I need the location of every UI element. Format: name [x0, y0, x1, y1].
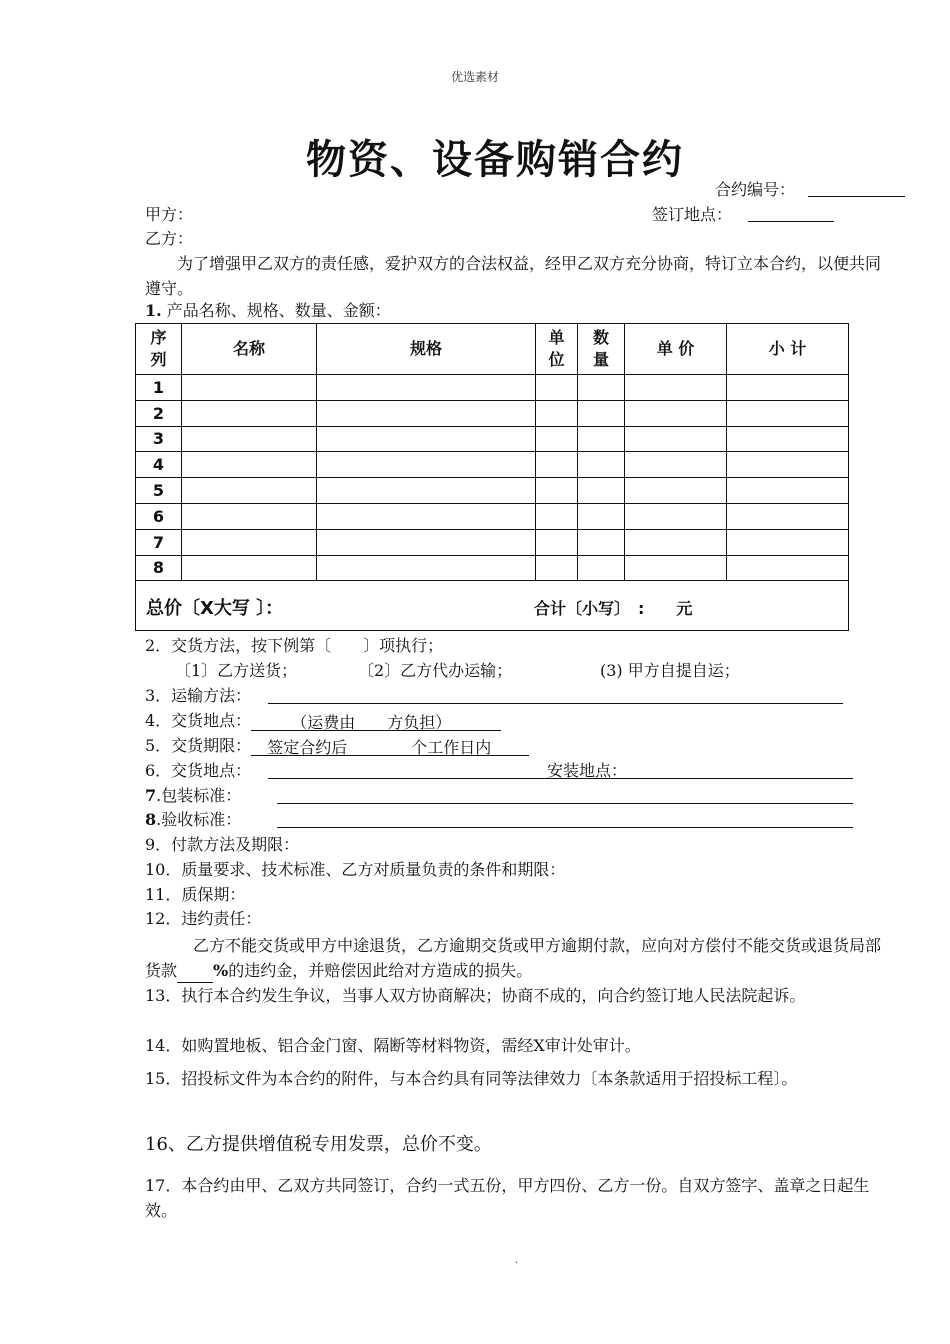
cell-spec[interactable]: [317, 529, 536, 555]
cell-subtotal[interactable]: [727, 426, 849, 452]
item-10: 10．质量要求、技术标准、乙方对质量负责的条件和期限：: [145, 860, 566, 879]
item-16: 16、乙方提供增值税专用发票，总价不变。: [145, 1134, 492, 1155]
table-row: [136, 400, 849, 426]
cell-price[interactable]: [625, 452, 727, 478]
cell-price[interactable]: [625, 478, 727, 504]
delivery-deadline-field[interactable]: 签定合约后 个工作日内: [251, 738, 529, 756]
item-6-label: 6．交货地点：: [145, 761, 252, 780]
item-5-label: 5．交货期限：: [145, 736, 252, 755]
row-number: 7: [136, 529, 182, 555]
cell-qty[interactable]: [578, 375, 625, 401]
item-13: 13．执行本合约发生争议，当事人双方协商解决；协商不成的，向合约签订地人民法院起诉。: [145, 986, 806, 1005]
cell-subtotal[interactable]: [727, 478, 849, 504]
table-header-row: [136, 324, 849, 375]
row-number: 6: [136, 503, 182, 529]
cell-subtotal[interactable]: [727, 503, 849, 529]
cell-price[interactable]: [625, 555, 727, 581]
percent-sign: %: [213, 961, 229, 980]
header-seq: 序 列: [136, 324, 182, 375]
item-2: 2．交货方法，按下例第〔 〕项执行；: [145, 636, 444, 655]
contract-number-label: 合约编号：: [715, 180, 796, 199]
item-9: 9．付款方法及期限：: [145, 835, 300, 854]
cell-name[interactable]: [182, 555, 317, 581]
intro-paragraph: 为了增强甲乙双方的责任感，爱护双方的合法权益，经甲乙双方充分协商，特订立本合约，以便共同遵守。: [145, 254, 882, 298]
table-row: [136, 555, 849, 581]
item-12-body-part2: 的违约金，并赔偿因此给对方造成的损失。: [228, 961, 533, 980]
item-6-field[interactable]: [268, 778, 853, 779]
cell-unit[interactable]: [536, 426, 578, 452]
install-place-label: 安装地点：: [547, 761, 628, 780]
cell-spec[interactable]: [317, 478, 536, 504]
cell-qty[interactable]: [578, 400, 625, 426]
cell-spec[interactable]: [317, 375, 536, 401]
header-name: 名称: [182, 324, 317, 375]
item-12-body-part1: 乙方不能交货或甲方中途退货，乙方逾期交货或甲方逾期付款，应向对方偿付不能交货或退货局部货款: [145, 936, 882, 980]
cell-unit[interactable]: [536, 452, 578, 478]
row-number: 5: [136, 478, 182, 504]
cell-name[interactable]: [182, 529, 317, 555]
cell-subtotal[interactable]: [727, 400, 849, 426]
cell-unit[interactable]: [536, 478, 578, 504]
cell-price[interactable]: [625, 375, 727, 401]
table-row: [136, 478, 849, 504]
sign-place-field[interactable]: [748, 221, 834, 222]
item-4-label: 4．交货地点：: [145, 711, 252, 730]
cell-qty[interactable]: [578, 555, 625, 581]
item-17: 17．本合约由甲、乙双方共同签订，合约一式五份，甲方四份、乙方一份。自双方签字、盖章之日起生效。: [145, 1176, 870, 1220]
goods-table: [135, 323, 849, 631]
header-qty: 数 量: [578, 324, 625, 375]
cell-name[interactable]: [182, 452, 317, 478]
acceptance-standard-field[interactable]: [277, 827, 853, 828]
transport-method-field[interactable]: [268, 703, 843, 704]
cell-qty[interactable]: [578, 426, 625, 452]
cell-unit[interactable]: [536, 503, 578, 529]
section-1-number: 1.: [145, 301, 162, 320]
item-11: 11．质保期：: [145, 885, 246, 904]
table-row: [136, 426, 849, 452]
contract-number-field[interactable]: [808, 196, 905, 197]
item-8-label: .验收标准：: [156, 810, 242, 829]
sign-place-label: 签订地点：: [652, 205, 733, 224]
item-2-option-3: (3) 甲方自提自运；: [600, 661, 740, 680]
cell-price[interactable]: [625, 426, 727, 452]
cell-subtotal[interactable]: [727, 452, 849, 478]
penalty-percent-field[interactable]: [177, 964, 213, 983]
cell-name[interactable]: [182, 400, 317, 426]
item-12-body: [145, 933, 893, 983]
cell-subtotal[interactable]: [727, 529, 849, 555]
cell-price[interactable]: [625, 400, 727, 426]
table-row: [136, 503, 849, 529]
cell-unit[interactable]: [536, 400, 578, 426]
cell-name[interactable]: [182, 375, 317, 401]
item-3-label: 3．运输方法：: [145, 686, 252, 705]
delivery-place-field[interactable]: （运费由 方负担）: [251, 713, 501, 731]
section-1-text: 产品名称、规格、数量、金额：: [166, 301, 391, 320]
item-8: [145, 810, 241, 830]
table-row: [136, 452, 849, 478]
header-unit: 单 位: [536, 324, 578, 375]
cell-price[interactable]: [625, 503, 727, 529]
cell-spec[interactable]: [317, 555, 536, 581]
cell-qty[interactable]: [578, 478, 625, 504]
item-12: 12．违约责任：: [145, 909, 262, 928]
item-2-option-2: 〔2〕乙方代办运输；: [358, 661, 513, 680]
item-14: 14．如购置地板、铝合金门窗、隔断等材料物资，需经X审计处审计。: [145, 1036, 641, 1055]
cell-subtotal[interactable]: [727, 555, 849, 581]
header-price: 单 价: [625, 324, 727, 375]
table-row: [136, 529, 849, 555]
total-uppercase-label: 总价〔X大写 〕：: [146, 598, 284, 620]
row-number: 4: [136, 452, 182, 478]
section-1-heading: [145, 301, 391, 321]
cell-unit[interactable]: [536, 555, 578, 581]
cell-qty[interactable]: [578, 452, 625, 478]
item-8-number: 8: [145, 810, 157, 829]
header-spec: 规格: [317, 324, 536, 375]
table-row: [136, 375, 849, 401]
cell-qty[interactable]: [578, 503, 625, 529]
row-number: 2: [136, 400, 182, 426]
item-15: 15．招投标文件为本合约的附件，与本合约具有同等法律效力〔本条款适用于招投标工程〕。: [145, 1069, 798, 1088]
cell-qty[interactable]: [578, 529, 625, 555]
cell-subtotal[interactable]: [727, 375, 849, 401]
item-7-number: 7: [145, 786, 157, 805]
footer-mark: .: [515, 1255, 519, 1266]
item-2-option-1: 〔1〕乙方送货；: [175, 661, 298, 680]
header-tag: 优选素材: [450, 70, 499, 84]
cell-name[interactable]: [182, 478, 317, 504]
item-7: [145, 786, 241, 806]
item-5: [145, 736, 529, 756]
header-subtotal: 小 计: [727, 324, 849, 375]
item-4: [145, 711, 501, 731]
row-number: 3: [136, 426, 182, 452]
document-title: 物资、设备购销合约: [306, 136, 684, 183]
cell-spec[interactable]: [317, 503, 536, 529]
row-number: 8: [136, 555, 182, 581]
cell-name[interactable]: [182, 503, 317, 529]
item-7-label: .包装标准：: [156, 786, 242, 805]
cell-spec[interactable]: [317, 400, 536, 426]
cell-spec[interactable]: [317, 426, 536, 452]
cell-spec[interactable]: [317, 452, 536, 478]
packaging-standard-field[interactable]: [277, 803, 853, 804]
total-cell[interactable]: [136, 581, 849, 631]
cell-name[interactable]: [182, 426, 317, 452]
table-total-row: [136, 581, 849, 631]
row-number: 1: [136, 375, 182, 401]
party-a-label: 甲方：: [145, 205, 194, 224]
cell-unit[interactable]: [536, 529, 578, 555]
cell-unit[interactable]: [536, 375, 578, 401]
total-lowercase-label: 合计〔小写〕 : 元: [534, 599, 693, 619]
party-b-label: 乙方：: [145, 229, 194, 248]
cell-price[interactable]: [625, 529, 727, 555]
